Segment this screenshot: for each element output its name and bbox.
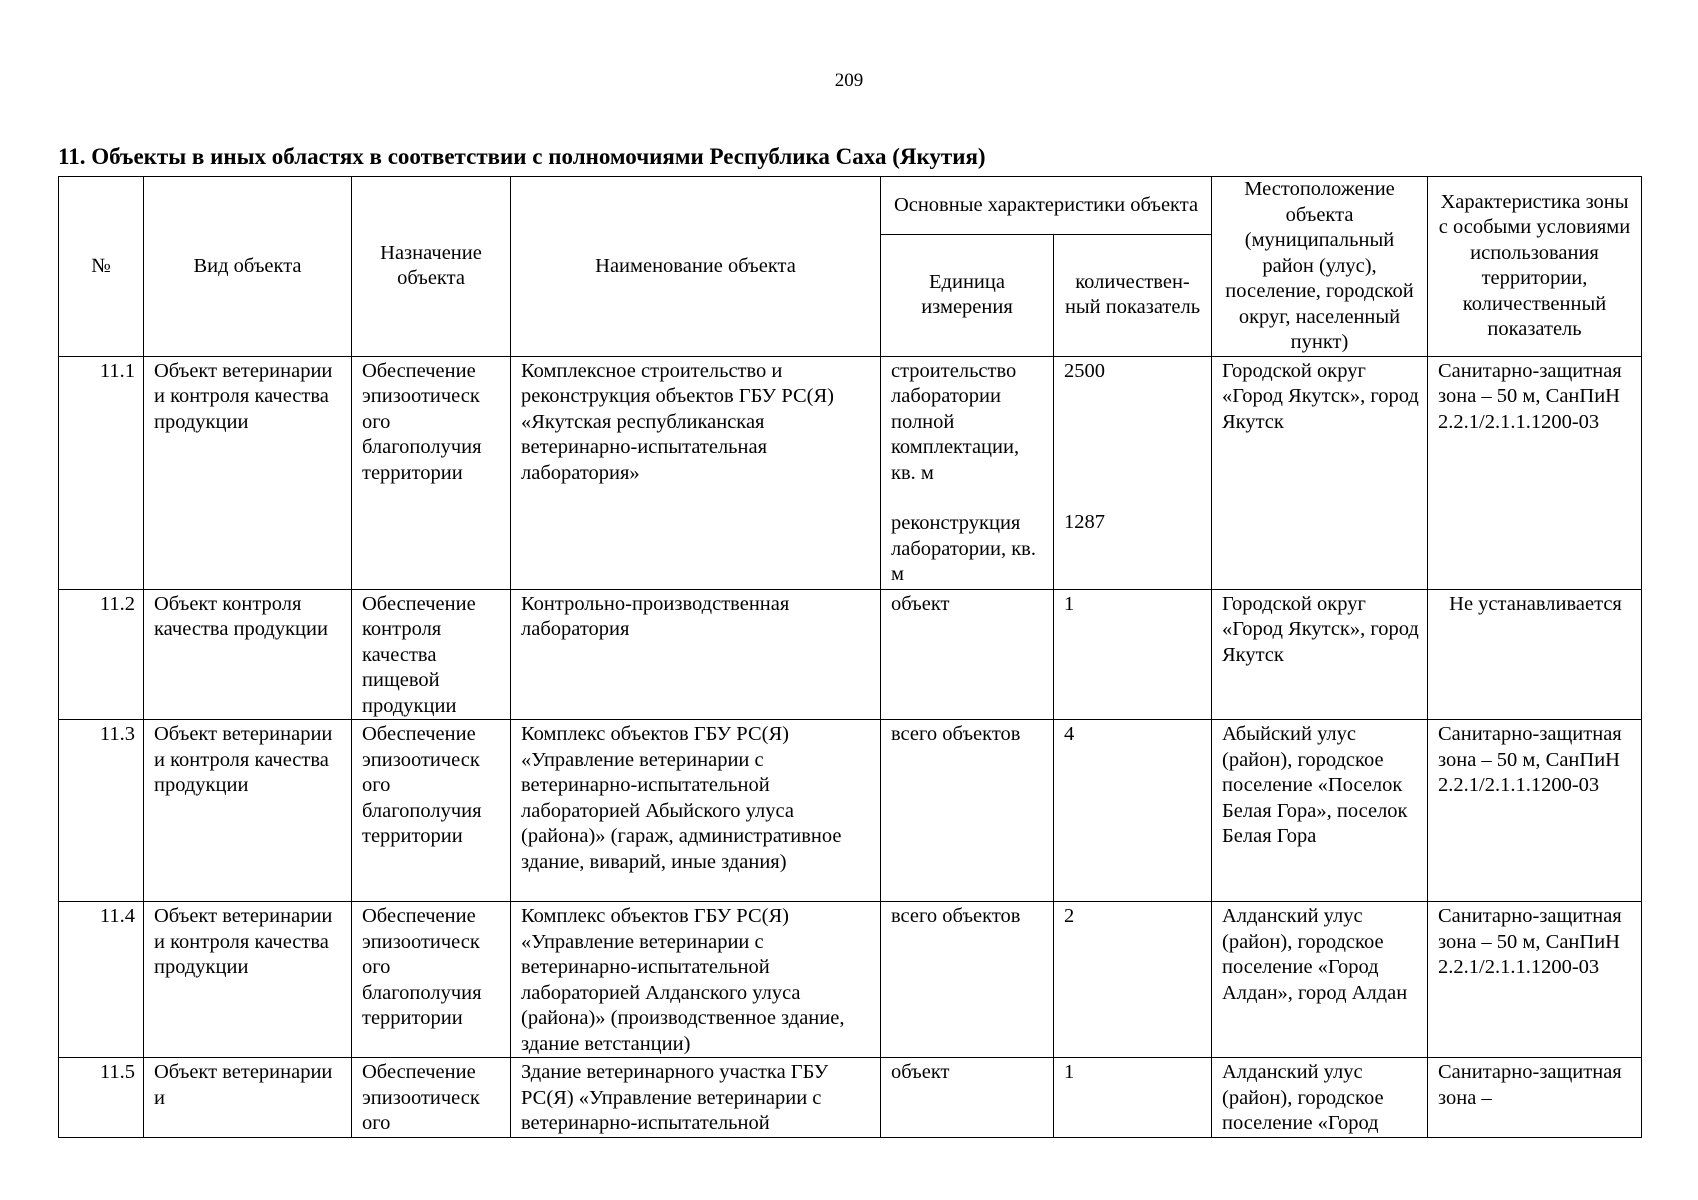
quantity-cell: 1	[1054, 1058, 1212, 1138]
row-number: 11.4	[59, 902, 144, 1058]
zone-cell: Санитарно-защитная зона – 50 м, СанПиН 2.2.1/2.1.1.1200-03	[1428, 902, 1642, 1058]
object-type-cell: Объект ветеринарии и контроля качества продукции	[144, 720, 352, 902]
zone-cell: Санитарно-защитная зона – 50 м, СанПиН 2.2.1/2.1.1.1200-03	[1428, 356, 1642, 589]
object-type-cell: Объект ветеринарии и контроля качества продукции	[144, 902, 352, 1058]
quantity-cell: 4	[1054, 720, 1212, 902]
header-location: Местоположение объекта (муниципальный район (улус), поселение, городской округ, населенный пункт)	[1212, 177, 1428, 357]
unit-cell: объект	[881, 589, 1054, 720]
unit-line-reconstruction: реконструкция лаборатории, кв. м	[891, 512, 1036, 585]
page-number: 209	[834, 70, 864, 91]
header-object-name: Наименование объекта	[511, 177, 881, 357]
row-number: 11.5	[59, 1058, 144, 1138]
unit-cell	[881, 356, 1054, 589]
zone-cell: Санитарно-защитная зона –	[1428, 1058, 1642, 1138]
zone-cell: Санитарно-защитная зона – 50 м, СанПиН 2.2.1/2.1.1.1200-03	[1428, 720, 1642, 902]
purpose-cell: Обеспечение эпизоотическ ого благополучия территории	[352, 356, 511, 589]
header-zone: Характеристика зоны с особыми условиями использования территории, количественный показатель	[1428, 177, 1642, 357]
quantity-cell: 1	[1054, 589, 1212, 720]
object-type-cell: Объект ветеринарии и контроля качества продукции	[144, 356, 352, 589]
unit-cell: всего объектов	[881, 720, 1054, 902]
table-row	[59, 1058, 1642, 1138]
zone-cell: Не устанавливается	[1428, 589, 1642, 720]
unit-line-construction: строительство лаборатории полной комплектации, кв. м	[891, 359, 1020, 484]
object-type-cell: Объект контроля качества продукции	[144, 589, 352, 720]
row-number: 11.1	[59, 356, 144, 589]
object-name-cell: Здание ветеринарного участка ГБУ РС(Я) «Управление ветеринарии с ветеринарно-испытательной	[511, 1058, 881, 1138]
purpose-cell: Обеспечение контроля качества пищевой продукции	[352, 589, 511, 720]
purpose-cell: Обеспечение эпизоотическ ого благополучия территории	[352, 902, 511, 1058]
object-name-cell: Контрольно-производственная лаборатория	[511, 589, 881, 720]
quantity-construction: 2500	[1064, 359, 1105, 382]
unit-cell: всего объектов	[881, 902, 1054, 1058]
object-type-cell: Объект ветеринарии и	[144, 1058, 352, 1138]
purpose-cell: Обеспечение эпизоотическ ого	[352, 1058, 511, 1138]
quantity-cell	[1054, 356, 1212, 589]
table-row	[59, 720, 1642, 902]
row-number: 11.3	[59, 720, 144, 902]
unit-cell: объект	[881, 1058, 1054, 1138]
object-name-cell: Комплексное строительство и реконструкция объектов ГБУ РС(Я) «Якутская республиканская ветеринарно-испытательная лаборатория»	[511, 356, 881, 589]
table-row	[59, 902, 1642, 1058]
header-purpose: Назначение объекта	[352, 177, 511, 357]
object-name-cell: Комплекс объектов ГБУ РС(Я) «Управление ветеринарии с ветеринарно-испытательной лабораторией Алданского улуса (района)» (производственное здание, здание ветстанции)	[511, 902, 881, 1058]
section-title: 11. Объекты в иных областях в соответствии с полномочиями Республика Саха (Якутия)	[58, 144, 986, 169]
object-name-cell: Комплекс объектов ГБУ РС(Я) «Управление ветеринарии с ветеринарно-испытательной лабораторией Абыйского улуса (района)» (гараж, административное здание, виварий, иные здания)	[511, 720, 881, 902]
header-unit: Единица измерения	[881, 235, 1054, 356]
location-cell: Абыйский улус (район), городское поселение «Поселок Белая Гора», поселок Белая Гора	[1212, 720, 1428, 902]
header-main-characteristics: Основные характеристики объекта	[881, 177, 1212, 235]
table-row	[59, 356, 1642, 589]
header-row	[59, 177, 1642, 235]
header-object-type: Вид объекта	[144, 177, 352, 357]
quantity-reconstruction: 1287	[1064, 511, 1105, 533]
header-num: №	[59, 177, 144, 357]
table-row	[59, 589, 1642, 720]
location-cell: Городской округ «Город Якутск», город Якутск	[1212, 589, 1428, 720]
location-cell: Алданский улус (район), городское поселение «Город Алдан», город Алдан	[1212, 902, 1428, 1058]
objects-table	[58, 176, 1642, 1138]
quantity-cell: 2	[1054, 902, 1212, 1058]
row-number: 11.2	[59, 589, 144, 720]
location-cell: Городской округ «Город Якутск», город Якутск	[1212, 356, 1428, 589]
header-quantity: количествен-ный показатель	[1054, 235, 1212, 356]
location-cell: Алданский улус (район), городское поселение «Город	[1212, 1058, 1428, 1138]
purpose-cell: Обеспечение эпизоотическ ого благополучия территории	[352, 720, 511, 902]
